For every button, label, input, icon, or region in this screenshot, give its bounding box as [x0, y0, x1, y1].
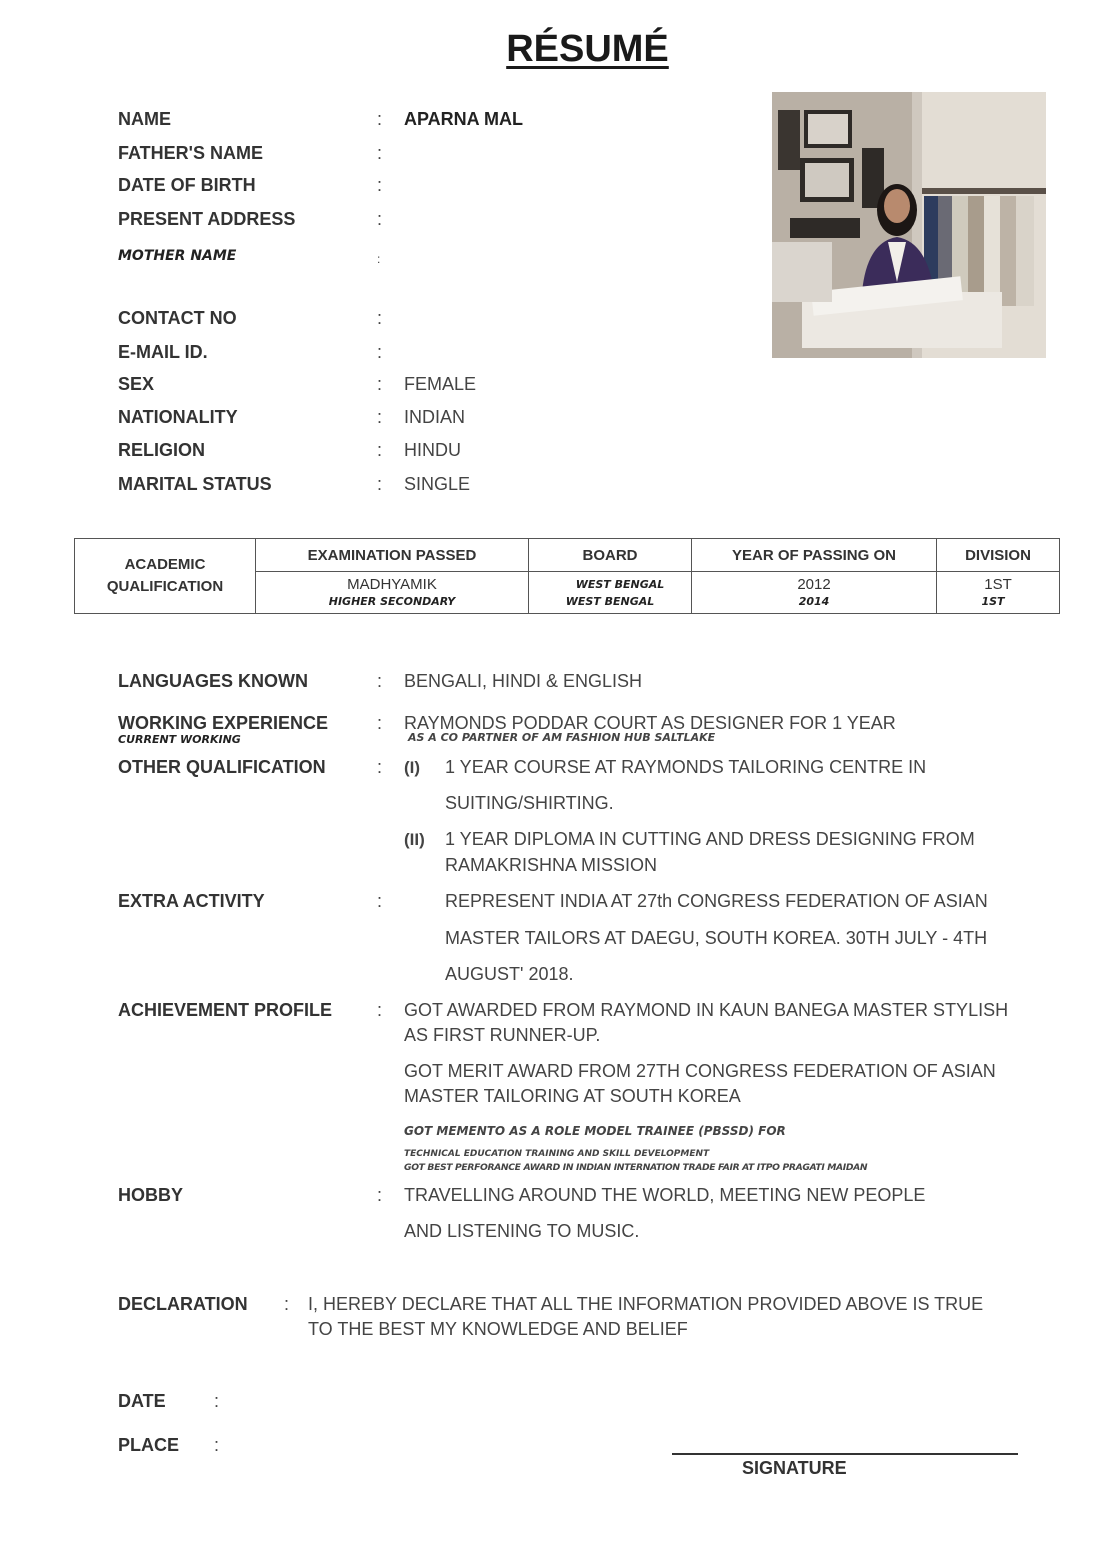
profile-photo-image	[772, 92, 1046, 358]
year-cell	[692, 572, 937, 614]
academic-qualification-table	[74, 538, 1060, 614]
colon: :	[377, 671, 383, 691]
declaration-line: I, HEREBY DECLARE THAT ALL THE INFORMATION PROVIDED ABOVE IS TRUE	[308, 1294, 984, 1314]
exam-cell	[256, 572, 529, 614]
other-qualification-item: SUITING/SHIRTING.	[445, 793, 614, 813]
colon: :	[284, 1294, 290, 1314]
name-label: NAME	[118, 109, 171, 129]
achievement-handwritten-line: GOT MEMENTO AS A ROLE MODEL TRAINEE (PBSSD) FOR	[404, 1124, 786, 1138]
current-working-value: AS A CO PARTNER OF AM FASHION HUB SALTLAKE	[408, 731, 716, 744]
colon: :	[377, 891, 383, 911]
date-label: DATE	[118, 1391, 166, 1411]
division-value: 1ST	[984, 575, 1012, 593]
place-label: PLACE	[118, 1435, 180, 1455]
extra-activity-line: MASTER TAILORS AT DAEGU, SOUTH KOREA. 30TH JULY - 4TH	[445, 928, 988, 948]
sex-label: SEX	[118, 374, 155, 394]
other-qualification-label: OTHER QUALIFICATION	[118, 757, 326, 777]
address-label: PRESENT ADDRESS	[118, 209, 296, 229]
colon: :	[377, 209, 383, 229]
extra-activity-label: EXTRA ACTIVITY	[118, 891, 265, 911]
colon: :	[377, 713, 383, 733]
nationality-value: INDIAN	[404, 407, 466, 427]
board-value: WEST BENGAL	[565, 594, 655, 608]
column-header: DIVISION	[937, 539, 1060, 572]
academic-row-header: ACADEMIC QUALIFICATION	[75, 539, 256, 614]
list-marker: (I)	[404, 758, 421, 777]
achievement-handwritten-line: GOT BEST PERFORANCE AWARD IN INDIAN INTERNATION TRADE FAIR AT ITPO PRAGATI MAIDAN	[404, 1162, 868, 1173]
colon: :	[377, 474, 383, 494]
hobby-line: TRAVELLING AROUND THE WORLD, MEETING NEW PEOPLE	[404, 1185, 926, 1205]
exam-value: MADHYAMIK	[347, 575, 437, 593]
achievement-line: AS FIRST RUNNER-UP.	[404, 1025, 601, 1045]
year-value: 2014	[798, 594, 830, 608]
colon: :	[377, 1185, 383, 1205]
list-marker: (II)	[404, 830, 425, 849]
resume-title: RÉSUMÉ	[506, 28, 669, 70]
contact-label: CONTACT NO	[118, 308, 237, 328]
colon: :	[377, 1000, 383, 1020]
working-experience-label: WORKING EXPERIENCE	[118, 713, 329, 733]
email-label: E-MAIL ID.	[118, 342, 208, 362]
colon: :	[214, 1391, 220, 1411]
colon: :	[377, 440, 383, 460]
achievement-line: GOT MERIT AWARD FROM 27TH CONGRESS FEDERATION OF ASIAN	[404, 1061, 996, 1081]
colon: :	[377, 407, 383, 427]
column-header: EXAMINATION PASSED	[256, 539, 529, 572]
declaration-line: TO THE BEST MY KNOWLEDGE AND BELIEF	[308, 1319, 688, 1339]
marital-status-value: SINGLE	[404, 474, 471, 494]
sex-value: FEMALE	[404, 374, 477, 394]
extra-activity-line: AUGUST' 2018.	[445, 964, 574, 984]
achievement-profile-label: ACHIEVEMENT PROFILE	[118, 1000, 333, 1020]
religion-value: HINDU	[404, 440, 461, 460]
current-working-label: CURRENT WORKING	[118, 733, 241, 746]
signature-line	[672, 1453, 1018, 1455]
colon: :	[377, 308, 383, 328]
division-cell	[937, 572, 1060, 614]
declaration-label: DECLARATION	[118, 1294, 248, 1314]
languages-label: LANGUAGES KNOWN	[118, 671, 308, 691]
division-value: 1ST	[981, 594, 1005, 608]
dob-label: DATE OF BIRTH	[118, 175, 256, 195]
other-qualification-item: RAMAKRISHNA MISSION	[445, 855, 658, 875]
colon: :	[377, 109, 383, 129]
mother-name-label: MOTHER NAME	[118, 248, 237, 264]
colon: :	[377, 143, 383, 163]
other-qualification-item: 1 YEAR COURSE AT RAYMONDS TAILORING CENTRE IN	[445, 757, 927, 777]
column-header: BOARD	[529, 539, 692, 572]
board-value: WEST BENGAL	[575, 577, 665, 591]
board-cell	[529, 572, 692, 614]
column-header: YEAR OF PASSING ON	[692, 539, 937, 572]
colon: :	[377, 175, 383, 195]
hobby-line: AND LISTENING TO MUSIC.	[404, 1221, 640, 1241]
extra-activity-line: REPRESENT INDIA AT 27th CONGRESS FEDERATION OF ASIAN	[445, 891, 988, 911]
achievement-line: GOT AWARDED FROM RAYMOND IN KAUN BANEGA MASTER STYLISH	[404, 1000, 1009, 1020]
profile-photo	[772, 92, 1046, 358]
father-name-label: FATHER'S NAME	[118, 143, 263, 163]
working-experience-value: RAYMONDS PODDAR COURT AS DESIGNER FOR 1 YEAR	[404, 713, 896, 733]
colon: :	[377, 252, 381, 266]
name-value: APARNA MAL	[404, 109, 523, 129]
languages-value: BENGALI, HINDI & ENGLISH	[404, 671, 643, 691]
hobby-label: HOBBY	[118, 1185, 184, 1205]
nationality-label: NATIONALITY	[118, 407, 238, 427]
other-qualification-item: 1 YEAR DIPLOMA IN CUTTING AND DRESS DESIGNING FROM	[445, 829, 975, 849]
exam-value: HIGHER SECONDARY	[328, 594, 456, 608]
achievement-line: MASTER TAILORING AT SOUTH KOREA	[404, 1086, 741, 1106]
achievement-handwritten-line: TECHNICAL EDUCATION TRAINING AND SKILL DEVELOPMENT	[404, 1149, 710, 1159]
year-value: 2012	[797, 575, 831, 593]
marital-status-label: MARITAL STATUS	[118, 474, 272, 494]
colon: :	[377, 342, 383, 362]
signature-label: SIGNATURE	[742, 1458, 847, 1478]
colon: :	[377, 374, 383, 394]
colon: :	[377, 757, 383, 777]
colon: :	[214, 1435, 220, 1455]
religion-label: RELIGION	[118, 440, 206, 460]
